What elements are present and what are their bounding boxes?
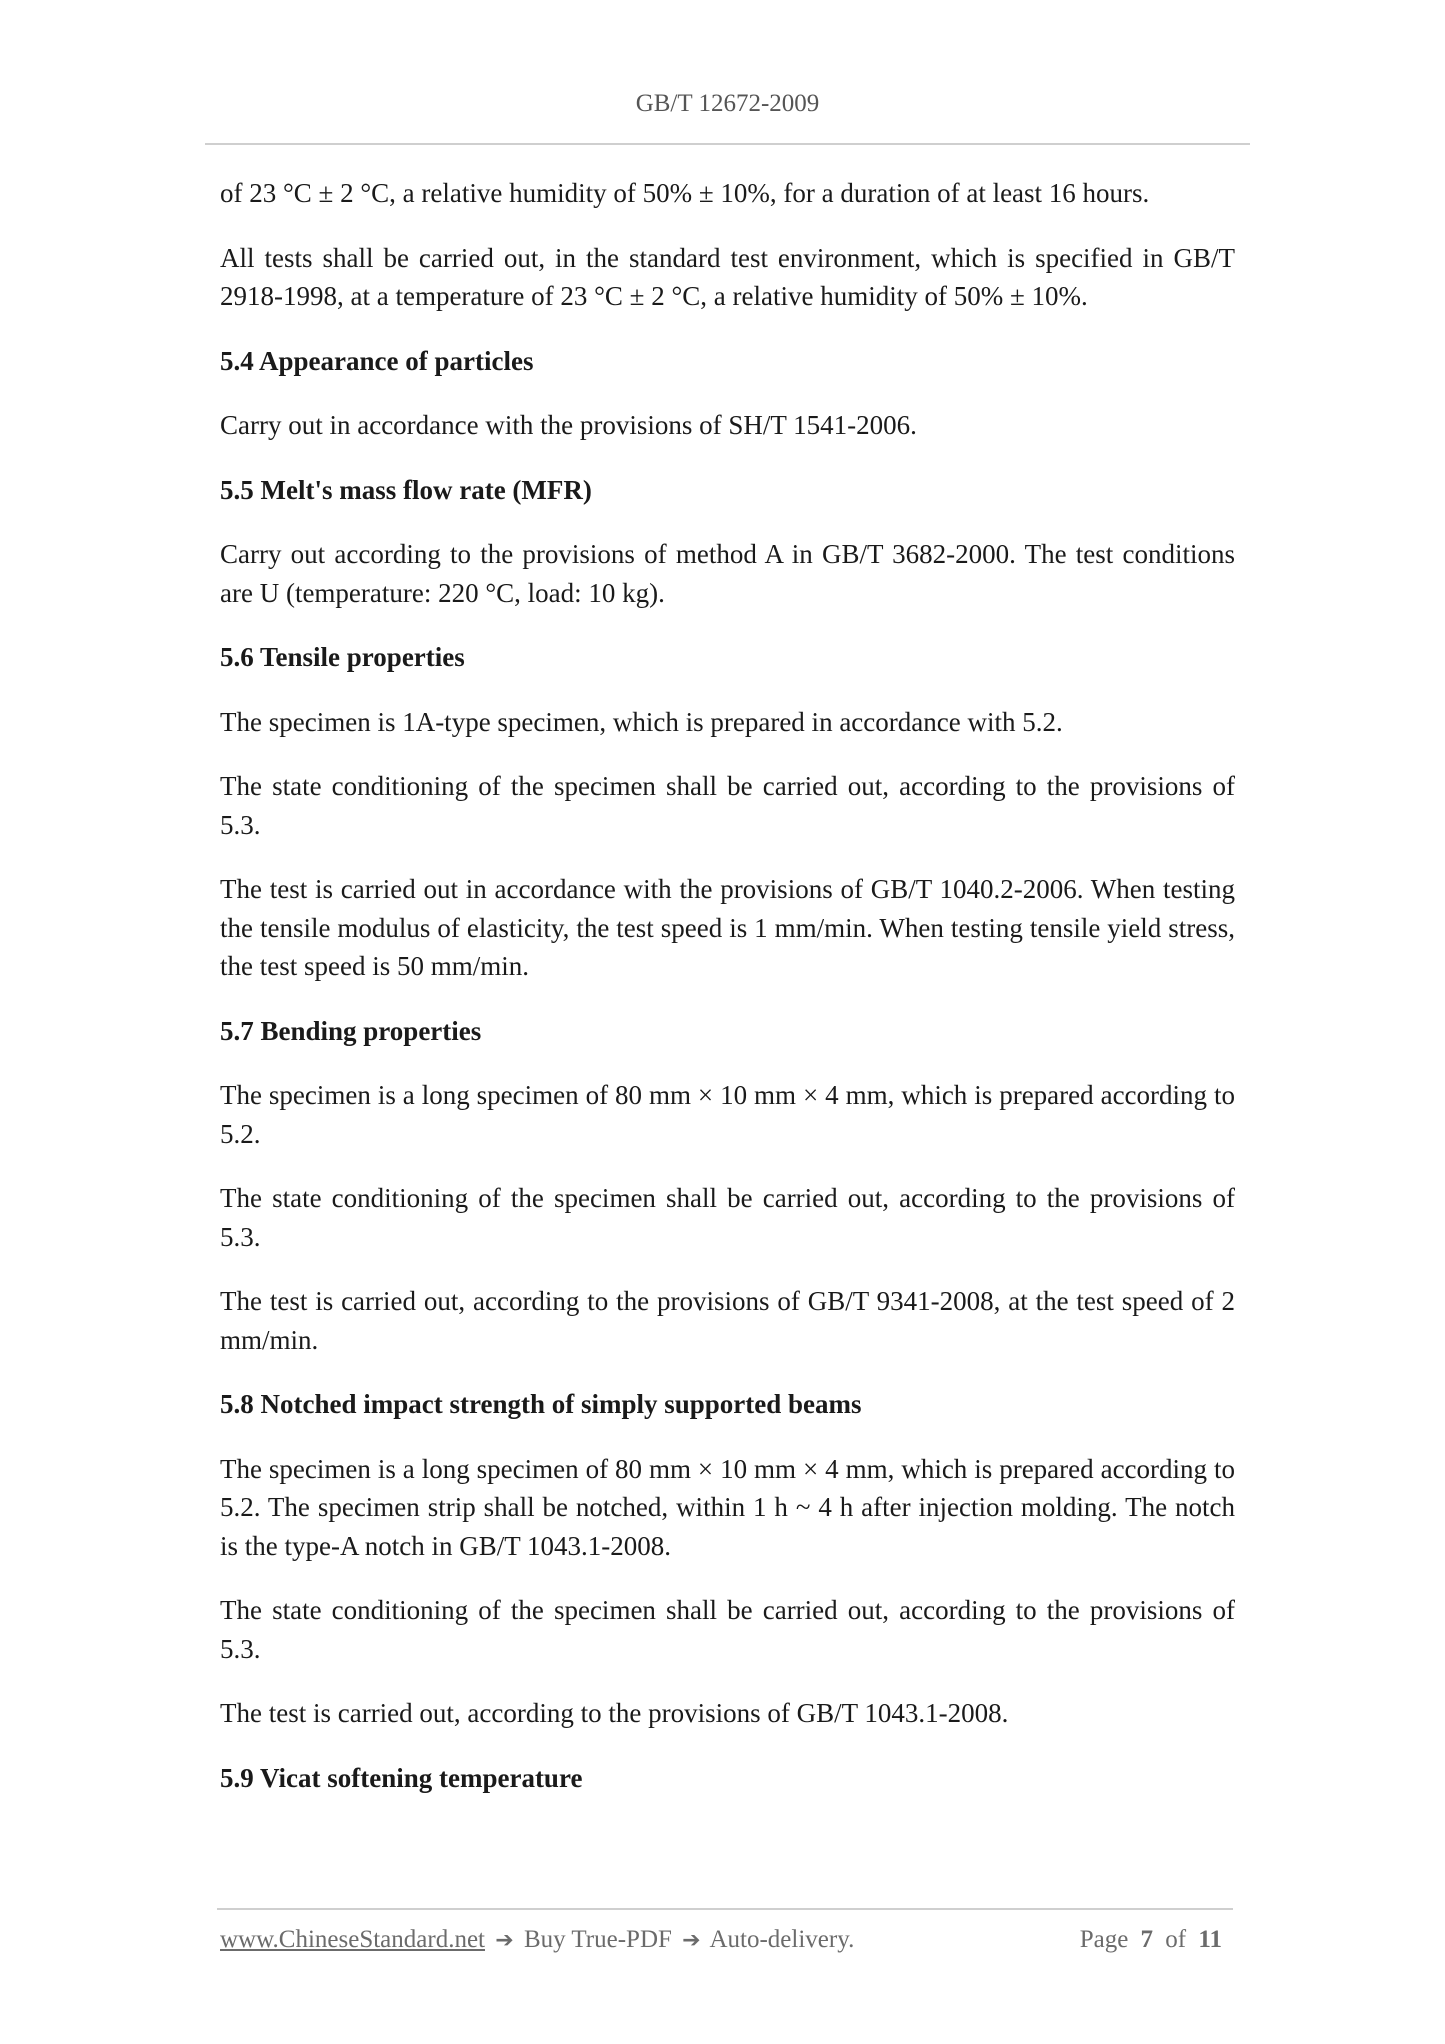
- section-heading-5-4: 5.4 Appearance of particles: [220, 345, 534, 376]
- paragraph-5-7-1: The specimen is a long specimen of 80 mm × 10 mm × 4 mm, which is prepared according to 5.2.: [220, 1080, 1235, 1149]
- website-link[interactable]: www.ChineseStandard.net: [220, 1926, 485, 1953]
- paragraph-conditioning-continued: of 23 °C ± 2 °C, a relative humidity of 50% ± 10%, for a duration of at least 16 hours.: [220, 178, 1150, 208]
- arrow-right-icon: ➔: [682, 1928, 701, 1953]
- section-heading-5-6: 5.6 Tensile properties: [220, 642, 465, 672]
- arrow-right-icon: ➔: [495, 1928, 514, 1953]
- paragraph-5-5-1: Carry out according to the provisions of method A in GB/T 3682-2000. The test conditions are U (temperature: 220 °C, load: 10 kg).: [220, 539, 1235, 608]
- section-heading-5-7: 5.7 Bending properties: [220, 1015, 482, 1046]
- paragraph-5-7-2: The state conditioning of the specimen shall be carried out, according to the provisions of 5.3.: [220, 1183, 1235, 1252]
- footer-divider: [217, 1908, 1233, 1910]
- section-heading-5-8: 5.8 Notched impact strength of simply supported beams: [220, 1389, 862, 1419]
- page-of-label: of: [1165, 1926, 1187, 1953]
- section-heading-5-9: 5.9 Vicat softening temperature: [220, 1762, 583, 1793]
- header-divider: [205, 143, 1250, 145]
- paragraph-5-6-2: The state conditioning of the specimen shall be carried out, according to the provisions of 5.3.: [220, 771, 1235, 840]
- paragraph-5-8-2: The state conditioning of the specimen shall be carried out, according to the provisions of 5.3.: [220, 1595, 1235, 1664]
- page-total: 11: [1198, 1926, 1222, 1953]
- section-heading-5-5: 5.5 Melt's mass flow rate (MFR): [220, 474, 592, 505]
- auto-delivery-text: Auto-delivery.: [709, 1926, 855, 1953]
- page-header-title: GB/T 12672-2009: [635, 90, 820, 117]
- page-indicator: [1080, 1926, 1228, 1954]
- paragraph-5-8-3: The test is carried out, according to the provisions of GB/T 1043.1-2008.: [220, 1698, 1009, 1728]
- page-current: 7: [1140, 1926, 1154, 1953]
- paragraph-test-environment: All tests shall be carried out, in the standard test environment, which is specified in GB/T 2918-1998, at a temperature of 23 °C ± 2 °C, a relative humidity of 50% ± 10%.: [220, 242, 1235, 311]
- paragraph-5-6-1: The specimen is 1A-type specimen, which is prepared in accordance with 5.2.: [220, 706, 1063, 737]
- document-body: [220, 174, 1235, 1823]
- page-label: Page: [1079, 1926, 1129, 1953]
- page-footer: [220, 1926, 1228, 1954]
- paragraph-5-4-1: Carry out in accordance with the provisions of SH/T 1541-2006.: [220, 410, 917, 440]
- footer-left: [220, 1926, 854, 1954]
- paragraph-5-7-3: The test is carried out, according to the provisions of GB/T 9341-2008, at the test speed of 2 mm/min.: [220, 1286, 1235, 1355]
- paragraph-5-8-1: The specimen is a long specimen of 80 mm × 10 mm × 4 mm, which is prepared according to 5.2. The specimen strip shall be notched, within 1 h ~ 4 h after injection molding. The notch is the type-A notch in GB/T 1043.1-2008.: [220, 1453, 1235, 1561]
- paragraph-5-6-3: The test is carried out in accordance with the provisions of GB/T 1040.2-2006. When testing the tensile modulus of elasticity, the test speed is 1 mm/min. When testing tensile yield stress, the test speed is 50 mm/min.: [220, 874, 1235, 981]
- buy-true-pdf-text: Buy True-PDF: [523, 1926, 672, 1953]
